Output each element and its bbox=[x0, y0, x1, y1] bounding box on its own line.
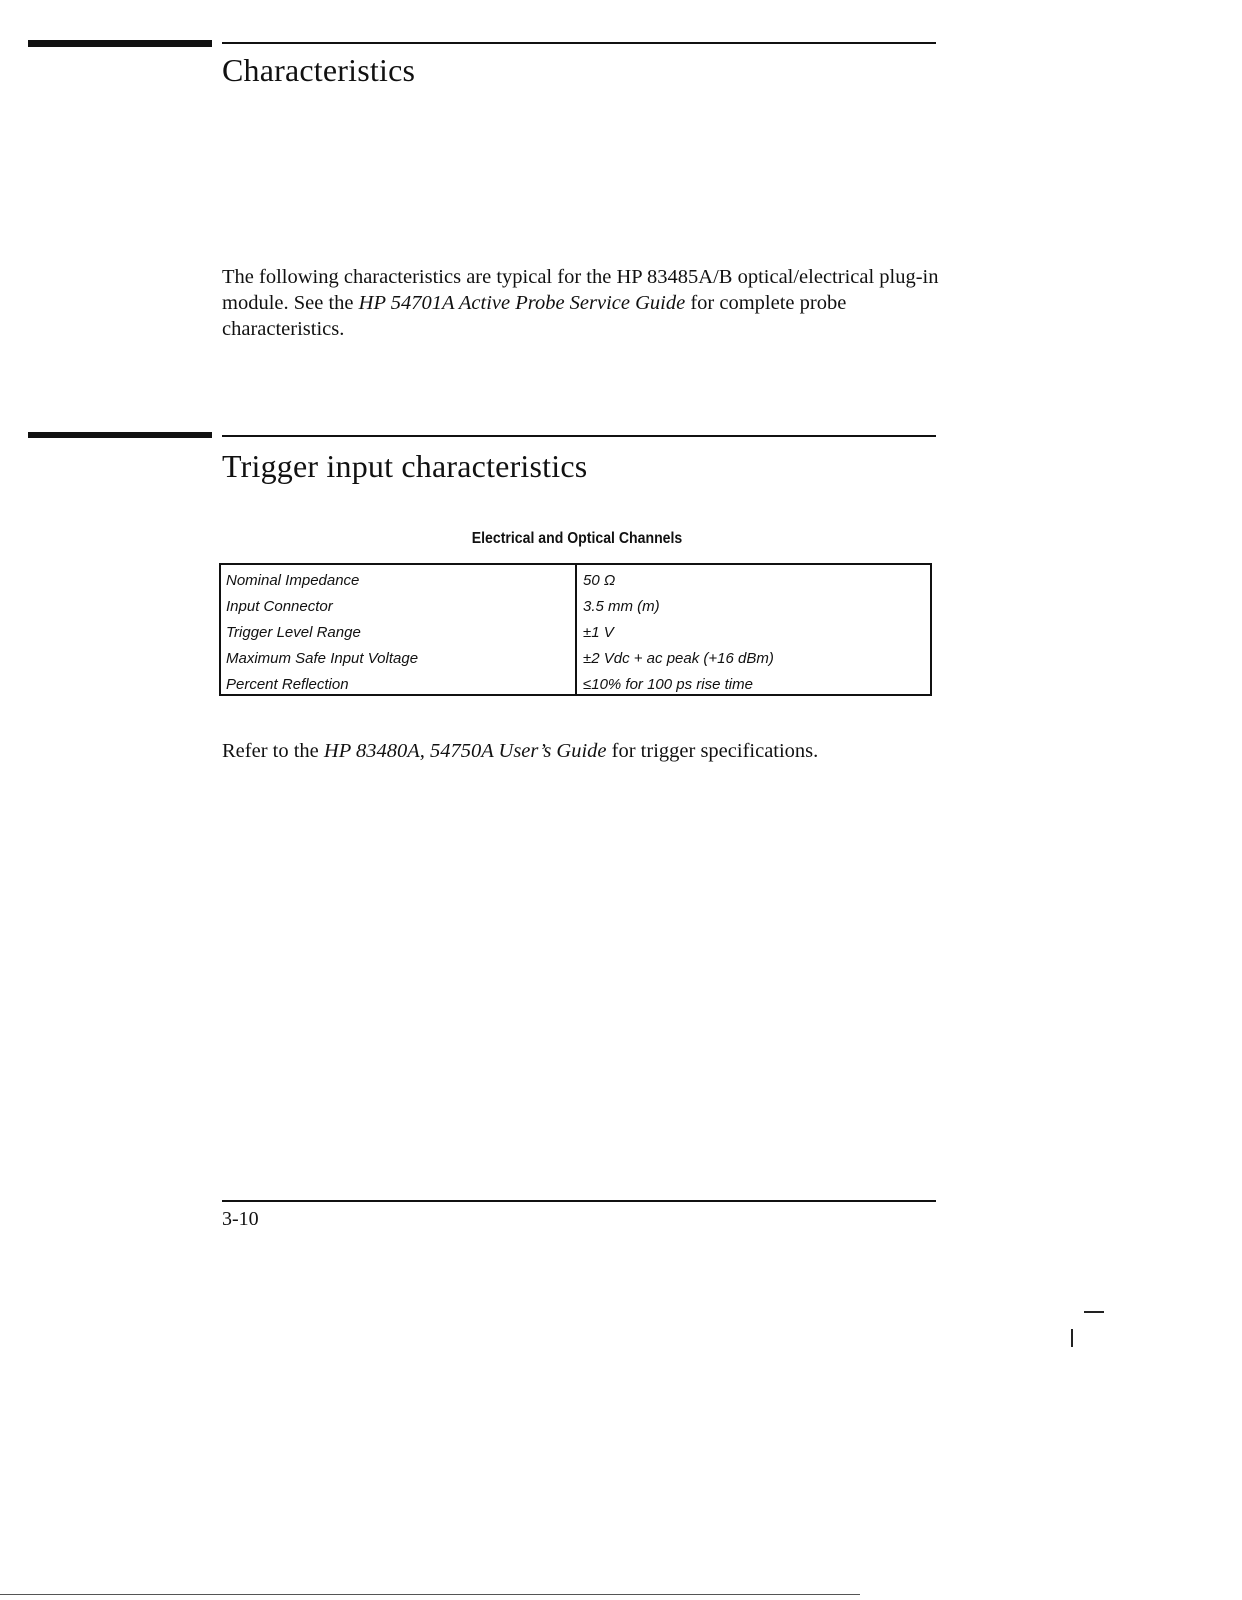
section-rule-1 bbox=[222, 42, 936, 44]
section-marker-bar-1 bbox=[28, 40, 212, 47]
section-heading: Trigger input characteristics bbox=[222, 448, 588, 484]
spec-label-column bbox=[221, 565, 577, 694]
intro-paragraph bbox=[222, 264, 942, 342]
refer-text-end: for trigger specifications. bbox=[606, 740, 819, 762]
intro-text-end: for complete probe characteristics. bbox=[222, 292, 847, 340]
spec-label: Percent Reflection bbox=[226, 676, 349, 693]
table-caption: Electrical and Optical Channels bbox=[471, 530, 683, 547]
section-marker-bar-2 bbox=[28, 432, 212, 438]
intro-text-start: The following characteristics are typical for the HP 83485A/B optical/electrical plug-in module. See the bbox=[222, 266, 939, 314]
crop-mark-vertical bbox=[1071, 1329, 1073, 1347]
spec-value: 50 Ω bbox=[583, 572, 616, 589]
spec-label: Input Connector bbox=[226, 598, 333, 615]
spec-value: 3.5 mm (m) bbox=[583, 598, 660, 615]
refer-text-start: Refer to the bbox=[222, 740, 324, 762]
intro-guide-title: HP 54701A Active Probe Service Guide bbox=[358, 292, 686, 314]
spec-value: ±1 V bbox=[583, 624, 614, 641]
page-number: 3-10 bbox=[222, 1208, 259, 1230]
footer-rule bbox=[222, 1200, 936, 1202]
crop-mark-horizontal bbox=[1084, 1311, 1104, 1313]
spec-label: Maximum Safe Input Voltage bbox=[226, 650, 419, 667]
spec-table bbox=[219, 563, 932, 696]
section-rule-2 bbox=[222, 435, 936, 437]
refer-guide-title: HP 83480A, 54750A User’s Guide bbox=[323, 740, 607, 762]
spec-label: Nominal Impedance bbox=[226, 572, 360, 589]
reference-paragraph bbox=[222, 738, 942, 764]
page-title: Characteristics bbox=[222, 52, 416, 88]
spec-label: Trigger Level Range bbox=[226, 624, 361, 641]
spec-value: ±2 Vdc + ac peak (+16 dBm) bbox=[583, 650, 774, 667]
bottom-edge-line bbox=[0, 1594, 860, 1595]
spec-value-column bbox=[577, 565, 930, 694]
spec-value: ≤10% for 100 ps rise time bbox=[583, 676, 753, 693]
